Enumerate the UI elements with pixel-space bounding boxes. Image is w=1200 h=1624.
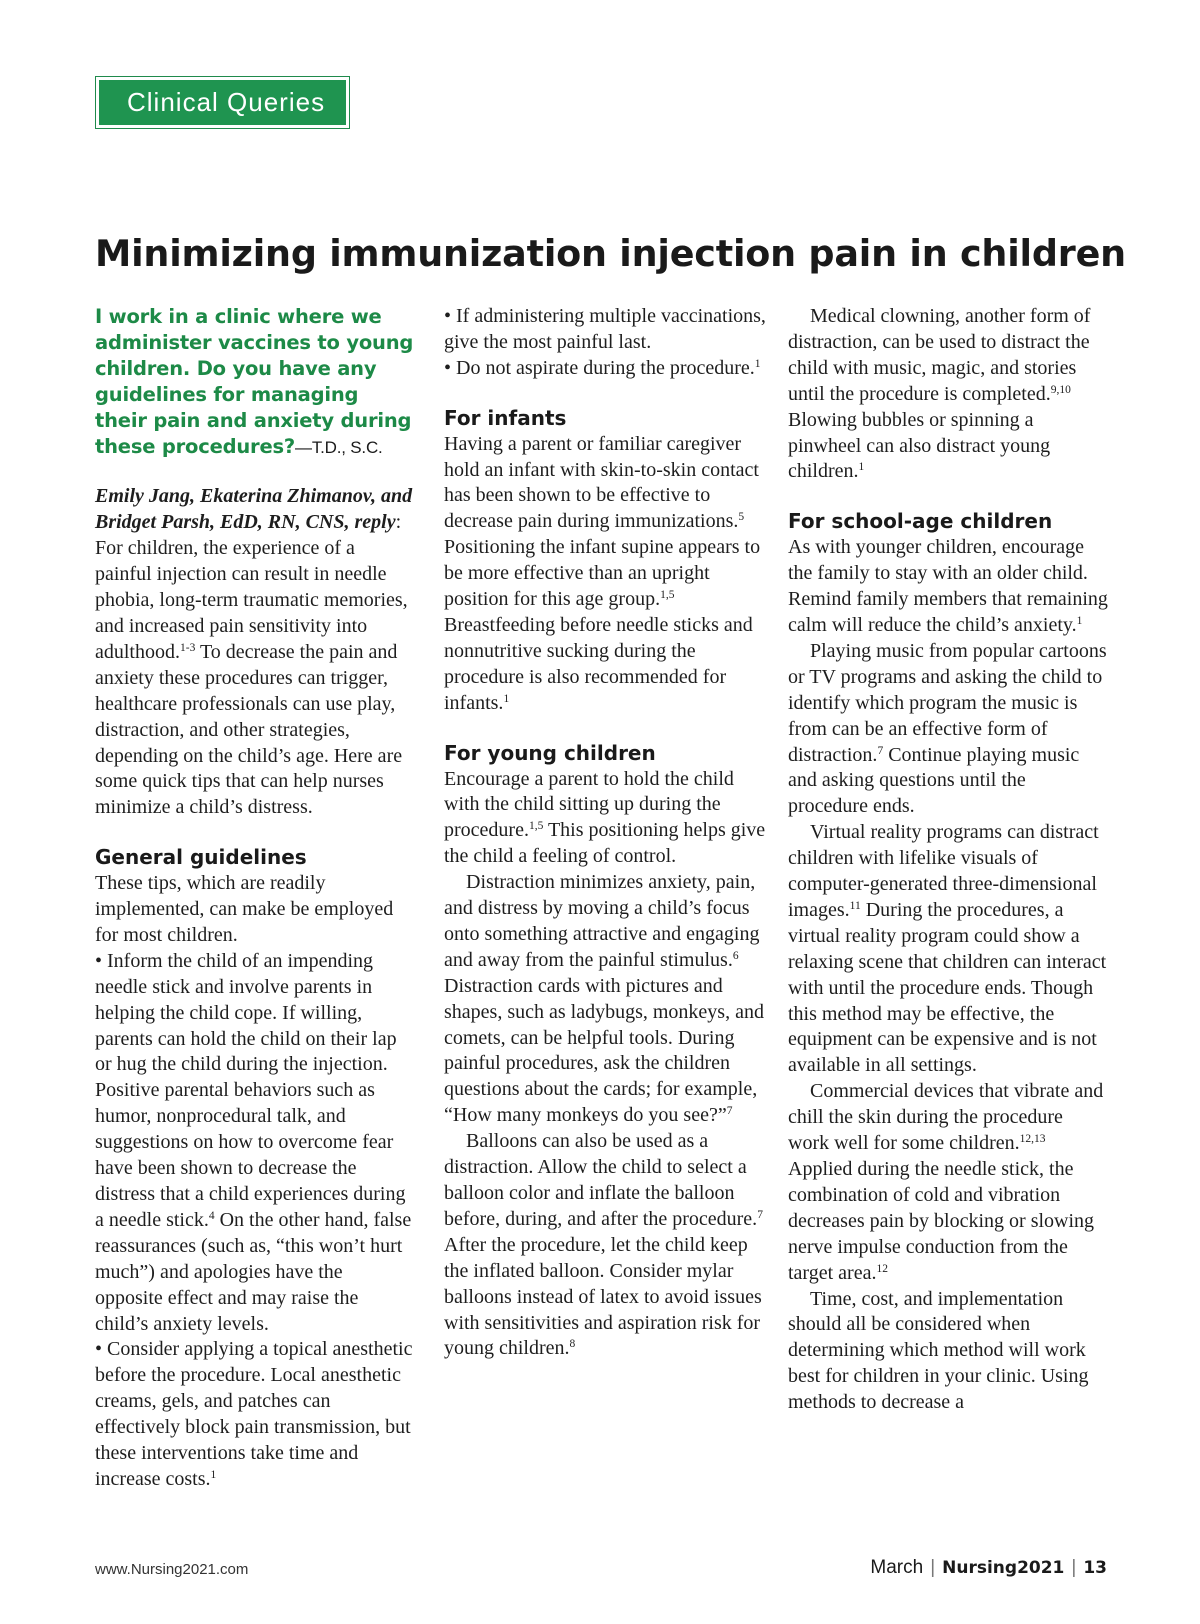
bullet-multiple-vaccinations: • If administering multiple vaccinations, give the most painful last. <box>444 305 766 353</box>
paragraph-text: Distraction cards with pictures and shapes, such as ladybugs, monkeys, and comets, can be helpful tools. During painful procedures, ask the children questions about the cards; for example, “How many monkeys do you see?” <box>444 974 764 1127</box>
paragraph-text: Commercial devices that vibrate and chill the skin during the procedure work well for some children. <box>788 1080 1104 1155</box>
reader-question <box>95 304 415 460</box>
young-paragraph-4 <box>788 304 1108 485</box>
column-2 <box>444 304 766 1362</box>
school-paragraph-5: Time, cost, and implementation should all be considered when determining which method will work best for children in your clinic. Using methods to decrease a <box>788 1287 1089 1414</box>
reference: 1 <box>1076 614 1083 627</box>
reply-intro <box>95 484 415 821</box>
section-badge <box>95 76 350 129</box>
bullet-text: • Do not aspirate during the procedure. <box>444 356 755 379</box>
reference: 1 <box>210 1468 217 1481</box>
paragraph-text: Distraction minimizes anxiety, pain, and distress by moving a child’s focus onto something attractive and engaging and away from the painful stimulus. <box>444 871 760 971</box>
school-paragraph-3 <box>788 820 1108 1079</box>
reference: 1 <box>858 461 865 474</box>
infants-text: Positioning the infant supine appears to be more effective than an upright position for this age group. <box>444 536 761 611</box>
paragraph-text: As with younger children, encourage the family to stay with an older child. Remind family members that remaining calm will reduce the child’s anxiety. <box>788 536 1108 636</box>
reply-authors: Emily Jang, Ekaterina Zhimanov, and Bridget Parsh, EdD, RN, CNS, reply <box>95 485 413 534</box>
heading-for-young-children: For young children <box>444 740 656 765</box>
bullet-inform-child <box>95 949 415 1338</box>
infants-text: Breastfeeding before needle sticks and nonnutritive sucking during the procedure is also recommended for infants. <box>444 613 753 714</box>
reference: 4 <box>208 1209 215 1222</box>
young-paragraph-2 <box>444 870 766 1129</box>
heading-general-guidelines: General guidelines <box>95 845 307 870</box>
reference: 1,5 <box>528 820 544 833</box>
paragraph-text: Playing music from popular cartoons or TV programs and asking the child to identify which program the music is from can be an effective form of distraction. <box>788 639 1107 766</box>
paragraph-text: After the procedure, let the child keep the inflated balloon. Consider mylar balloons instead of latex to avoid issues with sensitivities and aspiration risk for young children. <box>444 1233 762 1360</box>
reference: 1 <box>503 692 510 705</box>
footer-url: www.Nursing2021.com <box>95 1561 249 1578</box>
reference: 12 <box>876 1262 888 1275</box>
reference: 12,13 <box>1019 1133 1046 1146</box>
bullet-text: • Consider applying a topical anesthetic before the procedure. Local anesthetic creams, gels, and patches can effectively block pain transmission, but these interventions take time and increase costs. <box>95 1338 413 1490</box>
reference: 7 <box>726 1105 733 1118</box>
reply-intro-text: : For children, the experience of a painful injection can result in needle phobia, long-term traumatic memories, and increased pain sensitivity into adulthood. <box>95 511 408 663</box>
reference: 5 <box>738 511 745 524</box>
general-intro: These tips, which are readily implemented, can make be employed for most children. <box>95 872 394 946</box>
question-text: I work in a clinic where we administer vaccines to young children. Do you have any guidelines for managing their pain and anxiety during these procedures? <box>95 305 414 458</box>
article-title: Minimizing immunization injection pain in children <box>95 232 1126 275</box>
bullet-topical-anesthetic <box>95 1337 415 1492</box>
school-paragraph-2 <box>788 639 1108 820</box>
paragraph-text: During the procedures, a virtual reality program could show a relaxing scene that children can interact with until the procedure ends. Though this method may be effective, the equipment can be expensive and is not available in all settings. <box>788 898 1107 1077</box>
bullet-text: • Inform the child of an impending needle stick and involve parents in helping the child cope. If willing, parents can hold the child on their lap or hug the child during the injection. Positive parental behaviors such as humor, nonprocedural talk, and suggestions on how to overcome fear have been shown to decrease the distress that a child experiences during a needle stick. <box>95 949 406 1231</box>
column-1 <box>95 304 415 1493</box>
footer-folio <box>870 1557 1107 1579</box>
heading-for-infants: For infants <box>444 405 567 430</box>
section-badge-label: Clinical Queries <box>99 80 346 125</box>
footer-month: March <box>870 1557 924 1578</box>
page-number: 13 <box>1083 1558 1107 1578</box>
heading-for-school-age-children: For school-age children <box>788 509 1053 534</box>
paragraph-text: Blowing bubbles or spinning a pinwheel can also distract young children. <box>788 408 1051 483</box>
paragraph-text: Encourage a parent to hold the child with the child sitting up during the procedure. <box>444 767 734 842</box>
footer-divider: | <box>1071 1557 1077 1578</box>
footer-divider: | <box>930 1557 936 1578</box>
bullet-do-not-aspirate <box>444 356 766 382</box>
question-initials: —T.D., S.C. <box>295 437 383 457</box>
reference: 6 <box>732 949 739 962</box>
bullet-text-cont: On the other hand, false reassurances (such as, “this won’t hurt much”) and apologies have the opposite effect and may raise the child’s anxiety levels. <box>95 1208 412 1335</box>
reference: 8 <box>569 1338 576 1351</box>
paragraph-text: Balloons can also be used as a distraction. Allow the child to select a balloon color and inflate the balloon before, during, and after the procedure. <box>444 1130 758 1230</box>
paragraph-text: Applied during the needle stick, the combination of cold and vibration decreases pain by blocking or slowing nerve impulse conduction from the target area. <box>788 1158 1095 1284</box>
reference: 11 <box>849 899 861 912</box>
infants-text: Having a parent or familiar caregiver hold an infant with skin-to-skin contact has been shown to be effective to decrease pain during immunizations. <box>444 432 759 533</box>
reference: 7 <box>877 744 884 757</box>
young-paragraph-3 <box>444 1129 766 1362</box>
paragraph-text: This positioning helps give the child a feeling of control. <box>444 819 766 868</box>
school-paragraph-1 <box>788 535 1108 639</box>
reference: 7 <box>757 1208 763 1221</box>
column-3 <box>788 304 1108 1416</box>
reference: 1,5 <box>660 589 675 602</box>
school-paragraph-4 <box>788 1079 1108 1286</box>
reference: 1-3 <box>180 641 196 654</box>
footer-magazine: Nursing2021 <box>942 1558 1065 1578</box>
young-paragraph-1 <box>444 767 766 871</box>
reference: 1 <box>754 357 761 370</box>
reply-intro-cont: To decrease the pain and anxiety these procedures can trigger, healthcare professionals can use play, distraction, and other strategies, depending on the child’s age. Here are some quick tips that can help nurses minimize a child’s distress. <box>95 640 403 819</box>
reference: 9,10 <box>1050 383 1071 396</box>
paragraph-text: Virtual reality programs can distract children with lifelike visuals of computer-generated three-dimensional images. <box>788 821 1099 921</box>
paragraph-text: Continue playing music and asking questions until the procedure ends. <box>788 743 1080 818</box>
paragraph-text: Medical clowning, another form of distraction, can be used to distract the child with music, magic, and stories until the procedure is completed. <box>788 305 1091 405</box>
infants-paragraph <box>444 432 766 717</box>
